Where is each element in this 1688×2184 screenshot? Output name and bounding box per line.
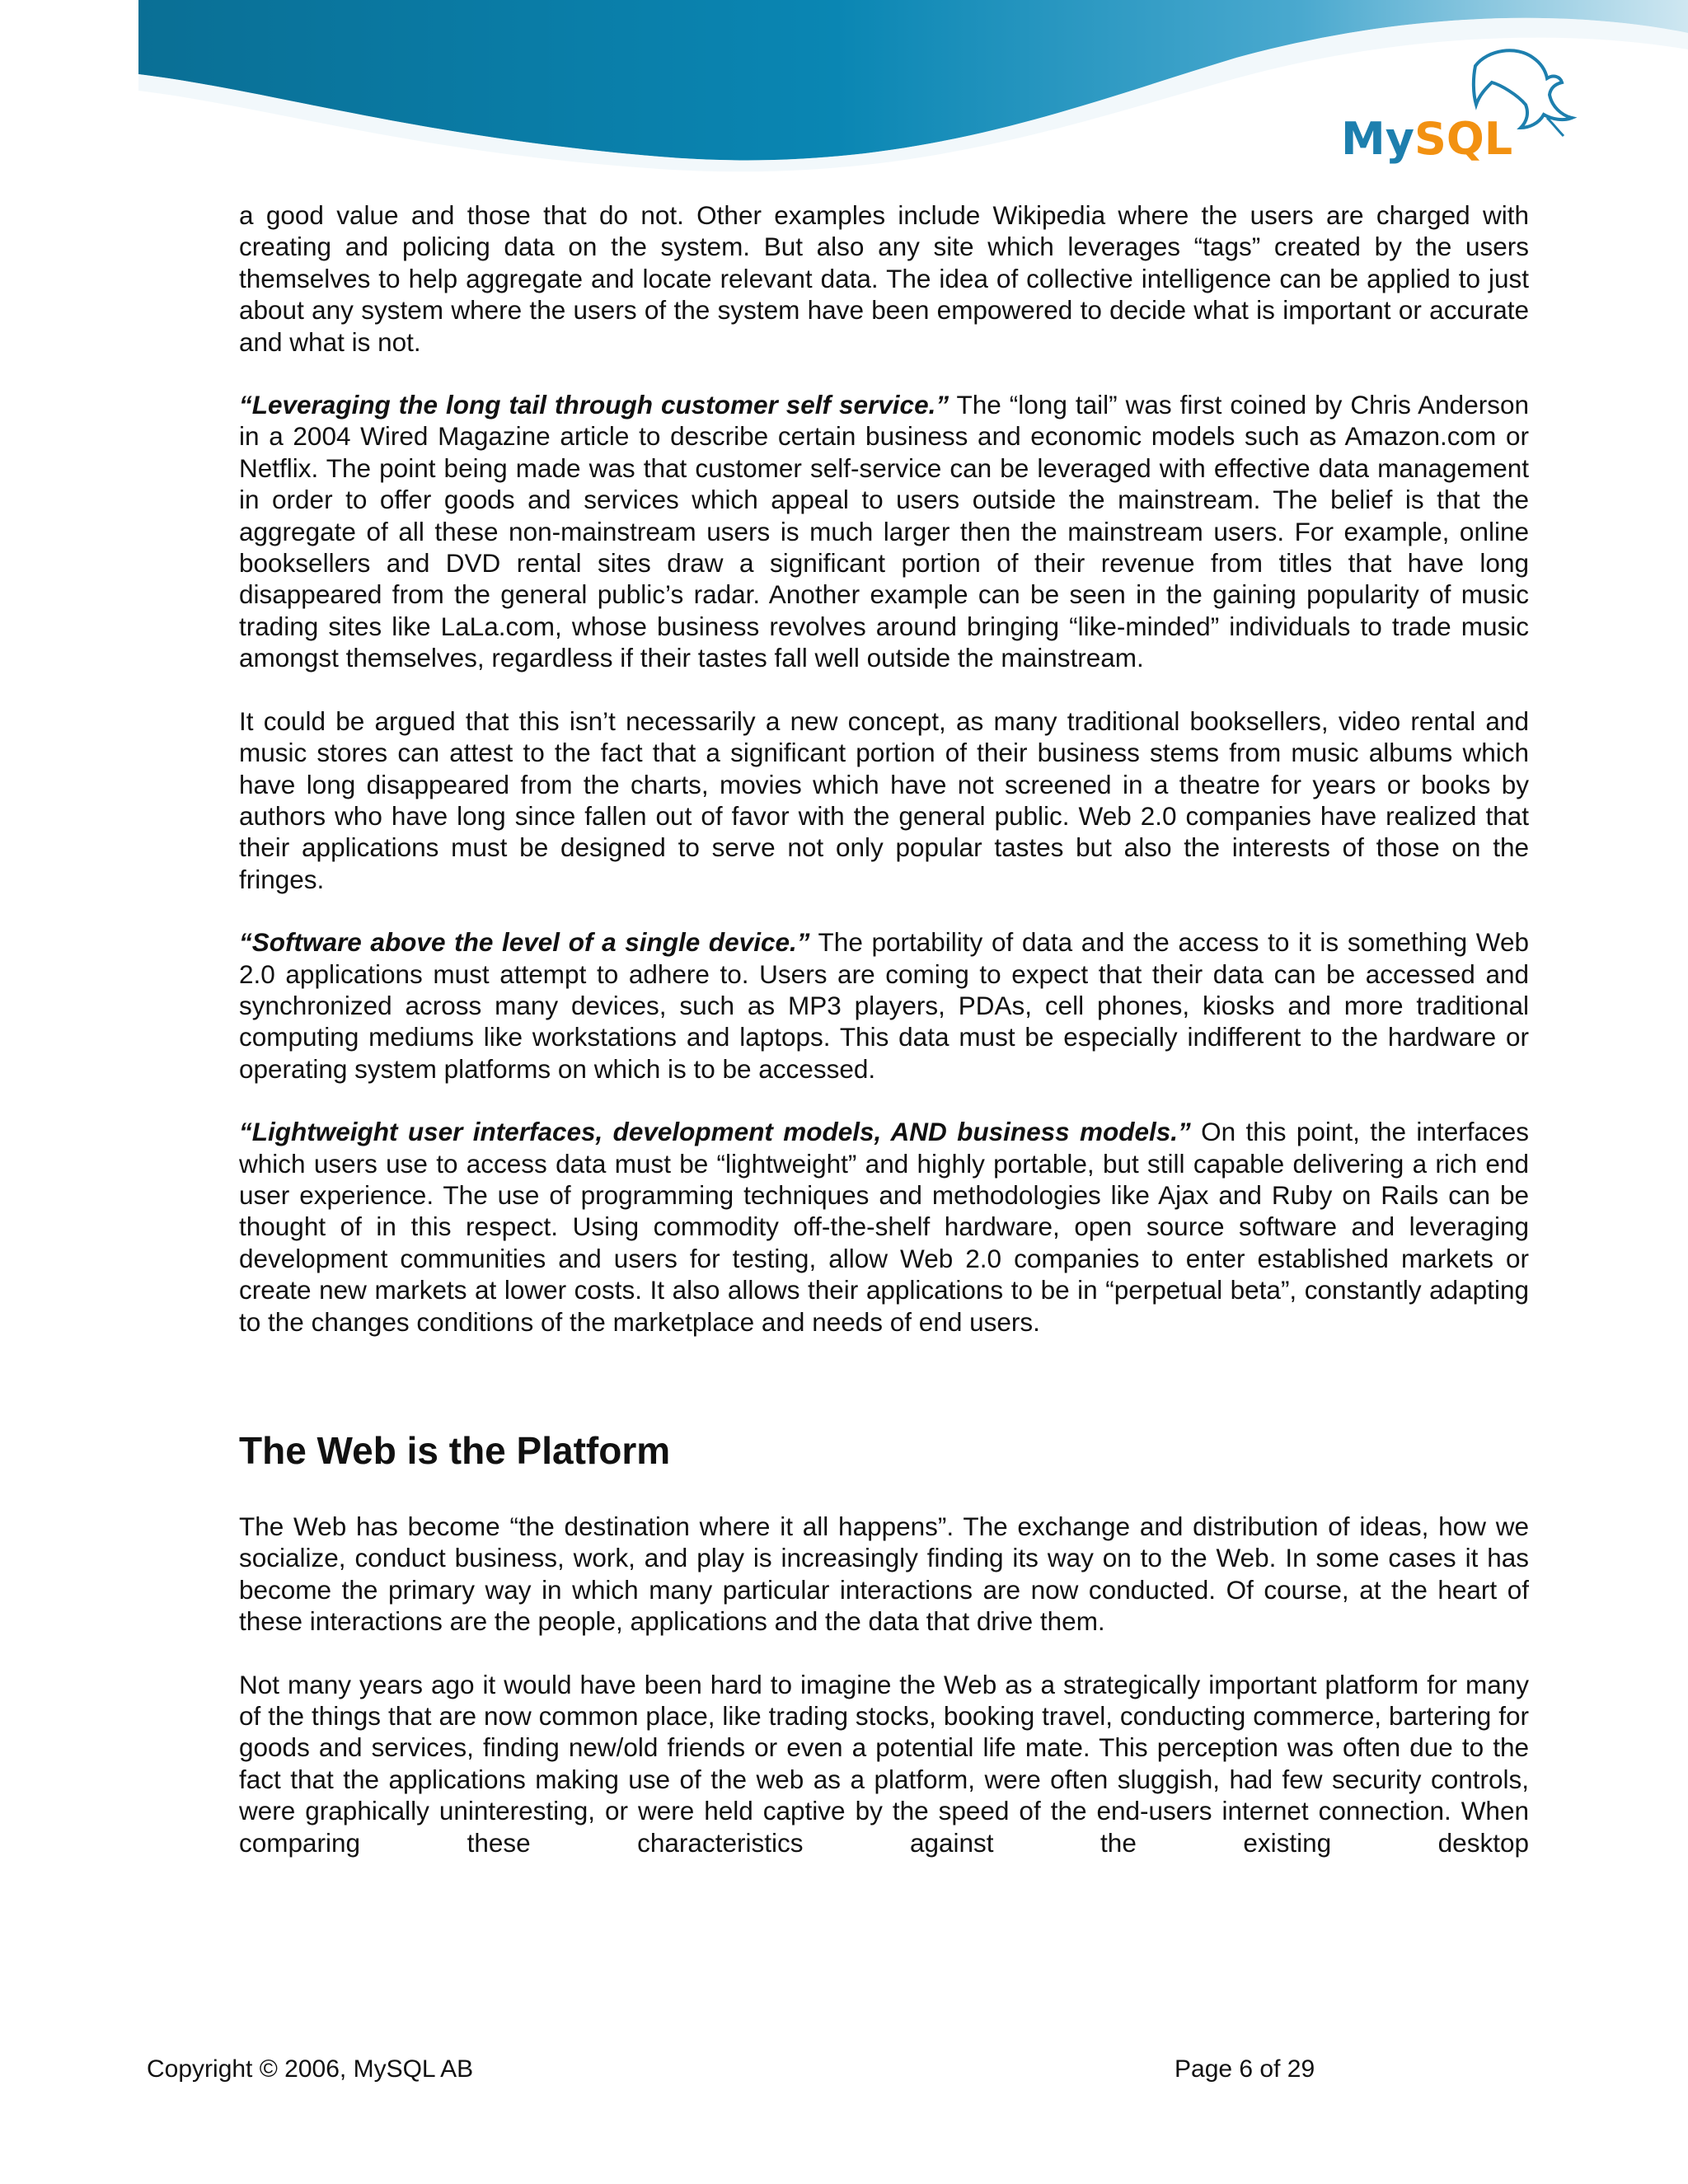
paragraph-body: The portability of data and the access to it is something Web 2.0 applications must attempt to adhere to. Users are coming to expect that their data can be accessed and synchronized across many devices, such as MP3 players, PDAs, cell phones, kiosks and more traditional computing mediums like workstations and laptops. This data must be especially indifferent to the hardware or operating system platforms on which is to be accessed. [239, 927, 1529, 1084]
paragraph: It could be argued that this isn’t necessarily a new concept, as many traditional booksellers, video rental and music stores can attest to the fact that a significant portion of their business stems from music albums which have long disappeared from the charts, movies which have not screened in a theatre for years or books by authors who have long since fallen out of favor with the general public. Web 2.0 companies have realized that their applications must be designed to serve not only popular tastes but also the interests of those on the fringes. [239, 705, 1529, 894]
paragraph-lead: “Software above the level of a single device.” [239, 927, 810, 958]
paragraph: The Web has become “the destination where it all happens”. The exchange and distribution of ideas, how we socialize, conduct business, work, and play is increasingly finding its way on to the Web. In some cases it has become the primary way in which many particular interactions are now conducted. Of course, at the heart of these interactions are the people, applications and the data that drive them. [239, 1511, 1529, 1637]
footer-copyright: Copyright © 2006, MySQL AB [147, 2055, 474, 2083]
paragraph-lead: “Leveraging the long tail through customer self service.” [239, 390, 950, 420]
mysql-logo [1331, 45, 1578, 173]
paragraph: a good value and those that do not. Other examples include Wikipedia where the users are charged with creating and policing data on the system. But also any site which leverages “tags” created by the users themselves to help aggregate and locate relevant data. The idea of collective intelligence can be applied to just about any system where the users of the system have been empowered to decide what is important or accurate and what is not. [239, 200, 1529, 357]
section-heading: The Web is the Platform [239, 1429, 671, 1472]
paragraph [239, 926, 1529, 1085]
paragraph [239, 1116, 1529, 1338]
paragraph-body: The “long tail” was first coined by Chris Anderson in a 2004 Wired Magazine article to describe certain business and economic models such as Amazon.com or Netflix. The point being made was that customer self-service can be leveraged with effective data management in order to offer goods and services which appeal to users outside the mainstream. The belief is that the aggregate of all these non-mainstream users is much larger then the mainstream users. For example, online booksellers and DVD rental sites draw a significant portion of their revenue from titles that have long disappeared from the general public’s radar. Another example can be seen in the gaining popularity of music trading sites like LaLa.com, whose business revolves around bringing “like-minded” individuals to trade music amongst themselves, regardless if their tastes fall well outside the mainstream. [239, 390, 1529, 673]
footer-page-number: Page 6 of 29 [1175, 2055, 1315, 2083]
paragraph: Not many years ago it would have been hard to imagine the Web as a strategically important platform for many of the things that are now common place, like trading stocks, booking travel, conducting commerce, bartering for goods and services, finding new/old friends or even a potential life mate. This perception was often due to the fact that the applications making use of the web as a platform, were often sluggish, had few security controls, were graphically uninteresting, or were held captive by the speed of the end-users internet connection. When comparing these characteristics against the existing desktop [239, 1669, 1529, 1858]
logo-text: MySQL [1341, 113, 1513, 165]
document-body [239, 199, 1529, 1890]
paragraph-lead: “Lightweight user interfaces, development models, AND business models.” [239, 1117, 1191, 1147]
paragraph [239, 389, 1529, 674]
paragraph-body: On this point, the interfaces which users use to access data must be “lightweight” and highly portable, but still capable delivering a rich end user experience. The use of programming techniques and methodologies like Ajax and Ruby on Rails can be thought of in this respect. Using commodity off-the-shelf hardware, open source software and leveraging development communities and users for testing, allow Web 2.0 companies to enter established markets or create new markets at lower costs. It also allows their applications to be in “perpetual beta”, constantly adapting to the changes conditions of the marketplace and needs of end users. [239, 1117, 1529, 1337]
